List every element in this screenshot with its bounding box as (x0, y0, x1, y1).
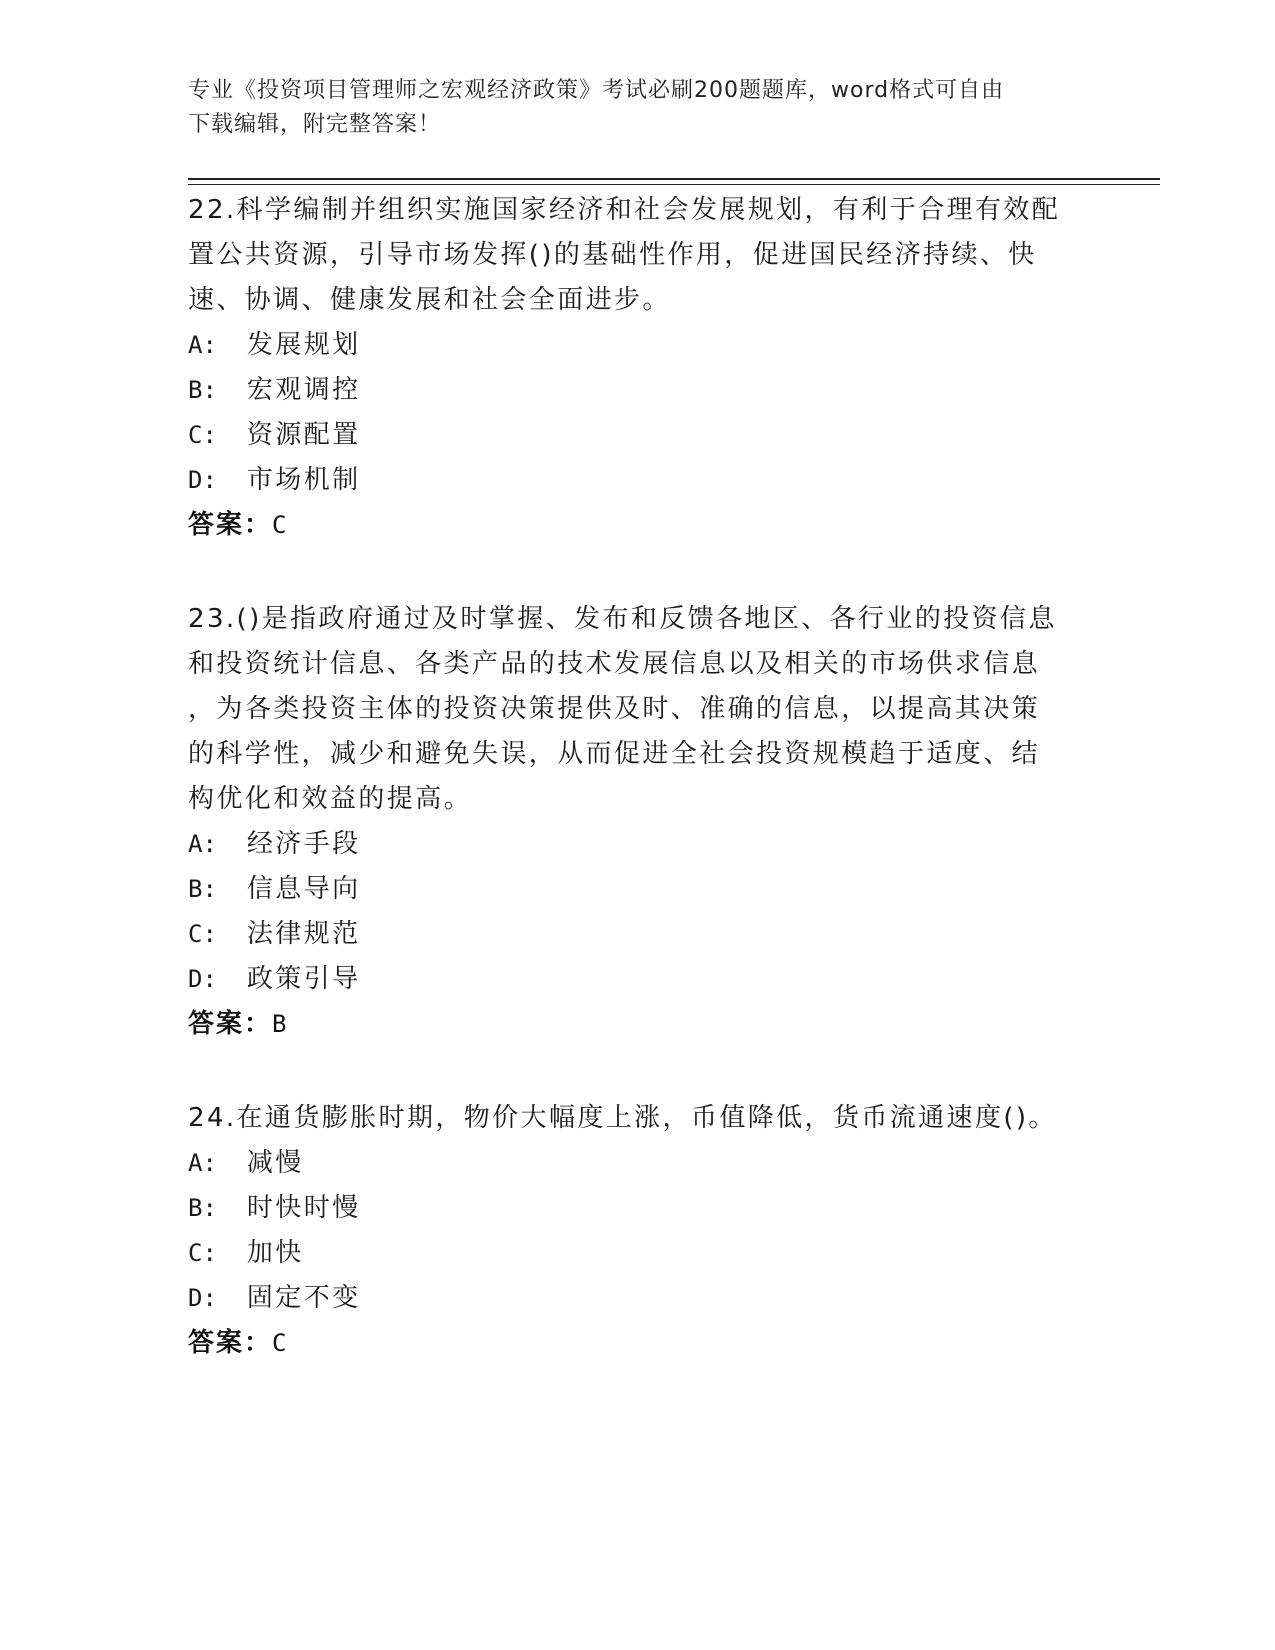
option-text: 经济手段 (246, 829, 361, 859)
stem-line: 置公共资源，引导市场发挥()的基础性作用，促进国民经济持续、快 (188, 240, 1037, 270)
question-stem (188, 1096, 1088, 1141)
question-22 (188, 188, 1088, 548)
option-letter: D: (188, 1284, 217, 1312)
stem-line: 24.在通货膨胀时期，物价大幅度上涨，币值降低，货币流通速度()。 (188, 1103, 1057, 1133)
answer-label: 答案： (188, 510, 273, 540)
header-divider-thick (188, 178, 1160, 180)
option-letter: A: (188, 1149, 217, 1177)
option-d (188, 458, 1088, 503)
stem-line: 构优化和效益的提高。 (188, 784, 473, 814)
header-line-1: 专业《投资项目管理师之宏观经济政策》考试必刷200题题库，word格式可自由 (188, 78, 1005, 103)
answer-line (188, 1002, 1088, 1047)
option-list (188, 822, 1088, 1002)
option-text: 资源配置 (246, 420, 361, 450)
option-d (188, 1276, 1088, 1321)
answer-line (188, 503, 1088, 548)
option-b (188, 1186, 1088, 1231)
option-c (188, 1231, 1088, 1276)
answer-value: C (272, 1329, 289, 1357)
option-text: 加快 (246, 1238, 304, 1268)
option-letter: A: (188, 830, 217, 858)
option-a (188, 822, 1088, 867)
answer-value: C (272, 511, 289, 539)
option-letter: B: (188, 1194, 217, 1222)
stem-line: 的科学性，减少和避免失误，从而促进全社会投资规模趋于适度、结 (188, 739, 1041, 769)
stem-line: 22.科学编制并组织实施国家经济和社会发展规划，有利于合理有效配 (188, 195, 1061, 225)
stem-line: 速、协调、健康发展和社会全面进步。 (188, 285, 671, 315)
option-list (188, 1141, 1088, 1321)
option-letter: B: (188, 875, 217, 903)
option-letter: A: (188, 331, 217, 359)
question-24 (188, 1096, 1088, 1366)
option-text: 政策引导 (246, 964, 361, 994)
option-text: 法律规范 (246, 919, 361, 949)
answer-label: 答案： (188, 1009, 273, 1039)
option-b (188, 368, 1088, 413)
option-d (188, 957, 1088, 1002)
option-letter: C: (188, 1239, 217, 1267)
answer-line (188, 1321, 1088, 1366)
question-23 (188, 597, 1088, 1047)
answer-label: 答案： (188, 1328, 273, 1358)
question-stem (188, 597, 1088, 822)
option-b (188, 867, 1088, 912)
option-text: 时快时慢 (246, 1193, 361, 1223)
option-a (188, 1141, 1088, 1186)
option-text: 发展规划 (246, 330, 361, 360)
stem-line: 23.()是指政府通过及时掌握、发布和反馈各地区、各行业的投资信息 (188, 604, 1057, 634)
option-letter: C: (188, 920, 217, 948)
option-text: 宏观调控 (246, 375, 361, 405)
option-text: 固定不变 (246, 1283, 361, 1313)
question-stem (188, 188, 1088, 323)
option-c (188, 912, 1088, 957)
option-letter: C: (188, 421, 217, 449)
stem-line: ，为各类投资主体的投资决策提供及时、准确的信息，以提高其决策 (188, 694, 1041, 724)
option-c (188, 413, 1088, 458)
header-line-2: 下载编辑，附完整答案！ (188, 112, 442, 137)
stem-line: 和投资统计信息、各类产品的技术发展信息以及相关的市场供求信息 (188, 649, 1041, 679)
document-header (188, 74, 1088, 142)
option-letter: D: (188, 965, 217, 993)
option-letter: B: (188, 376, 217, 404)
header-divider-thin (188, 184, 1160, 185)
option-text: 市场机制 (246, 465, 361, 495)
answer-value: B (272, 1010, 289, 1038)
option-a (188, 323, 1088, 368)
option-text: 减慢 (246, 1148, 304, 1178)
option-list (188, 323, 1088, 503)
option-text: 信息导向 (246, 874, 361, 904)
option-letter: D: (188, 466, 217, 494)
